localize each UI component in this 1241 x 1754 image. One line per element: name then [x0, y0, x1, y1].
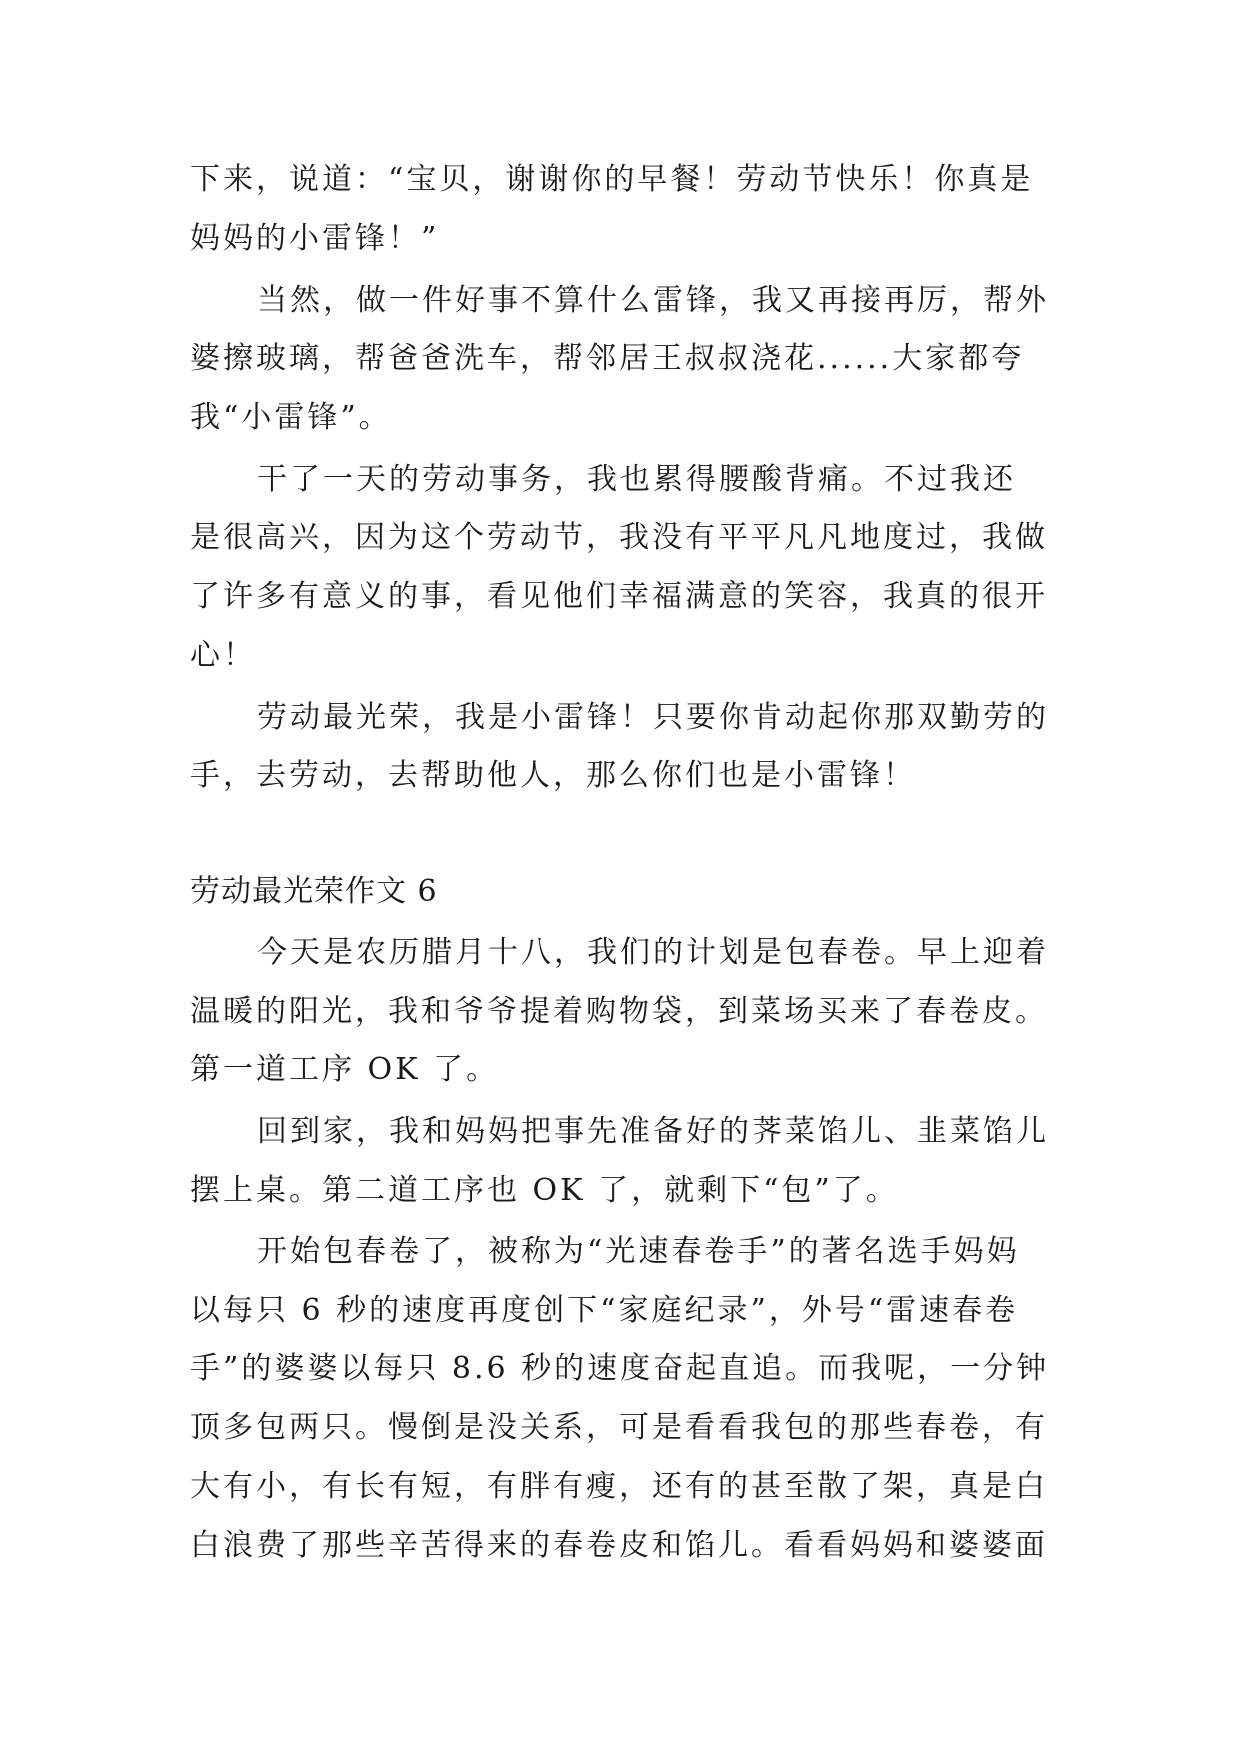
text-line: 白浪费了那些辛苦得来的春卷皮和馅儿。看看妈妈和婆婆面 — [190, 1528, 1048, 1563]
text-line: 妈妈的小雷锋！” — [190, 221, 440, 256]
text-line: 以每只 6 秒的速度再度创下“家庭纪录”，外号“雷速春卷 — [190, 1293, 1019, 1328]
paragraph-start: 劳动最光荣，我是小雷锋！只要你肯动起你那双勤劳的 — [257, 700, 1049, 735]
text-line: 大有小，有长有短，有胖有瘦，还有的甚至散了架，真是白 — [190, 1469, 1048, 1504]
text-line: 第一道工序 OK 了。 — [190, 1052, 500, 1087]
text-line: 顶多包两只。慢倒是没关系，可是看看我包的那些春卷，有 — [190, 1410, 1048, 1445]
text-line: 下来，说道：“宝贝，谢谢你的早餐！劳动节快乐！你真是 — [190, 162, 1034, 197]
text-line: 温暖的阳光，我和爷爷提着购物袋，到菜场买来了春卷皮。 — [190, 994, 1048, 1029]
paragraph-start: 当然，做一件好事不算什么雷锋，我又再接再厉，帮外 — [257, 283, 1049, 318]
text-line: 了许多有意义的事，看见他们幸福满意的笑容，我真的很开 — [190, 579, 1048, 614]
text-line: 手，去劳动，去帮助他人，那么你们也是小雷锋！ — [190, 758, 916, 793]
text-line: 摆上桌。第二道工序也 OK 了，就剩下“包”了。 — [190, 1173, 899, 1208]
text-line: 我“小雷锋”。 — [190, 400, 392, 435]
paragraph-start: 今天是农历腊月十八，我们的计划是包春卷。早上迎着 — [257, 935, 1049, 970]
paragraph-start: 回到家，我和妈妈把事先准备好的荠菜馅儿、韭菜馅儿 — [257, 1114, 1049, 1149]
section-heading: 劳动最光荣作文 6 — [190, 874, 438, 909]
text-line: 手”的婆婆以每只 8.6 秒的速度奋起直追。而我呢，一分钟 — [190, 1351, 1050, 1386]
text-line: 婆擦玻璃，帮爸爸洗车，帮邻居王叔叔浇花......大家都夸 — [190, 341, 1025, 376]
paragraph-start: 干了一天的劳动事务，我也累得腰酸背痛。不过我还 — [257, 462, 1016, 497]
text-line: 是很高兴，因为这个劳动节，我没有平平凡凡地度过，我做 — [190, 520, 1048, 555]
text-line: 心！ — [190, 638, 256, 673]
paragraph-start: 开始包春卷了，被称为“光速春卷手”的著名选手妈妈 — [257, 1234, 1020, 1269]
